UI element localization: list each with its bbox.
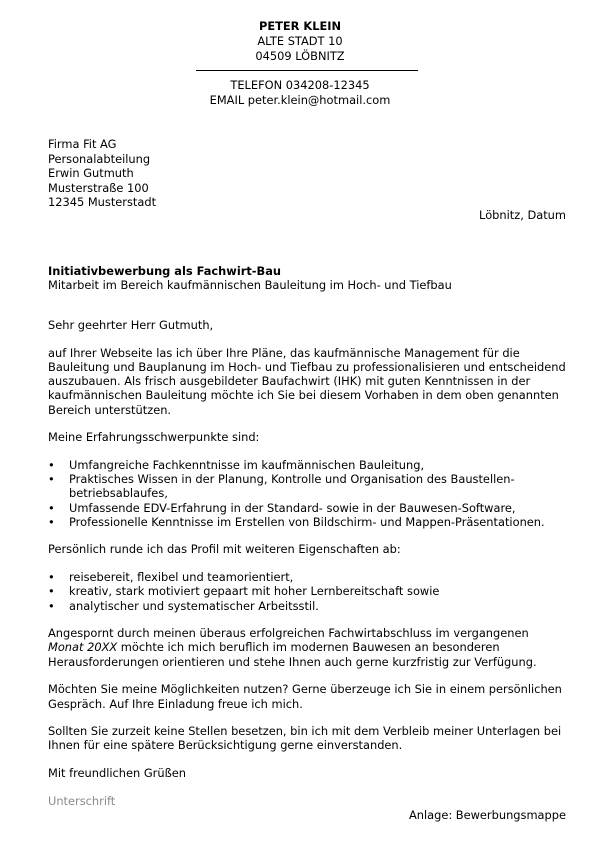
list-item: [48, 458, 570, 472]
recipient-department: Personalabteilung: [48, 151, 151, 166]
interview-paragraph: Möchten Sie meine Möglichkeiten nutzen? Gerne überzeuge ich Sie in einem persönlichen Gespräch. Auf Ihre Einladung freue ich mich.: [48, 682, 562, 711]
list-item-text: Professionelle Kenntnisse im Erstellen von Bildschirm- und Mappen-Präsentationen.: [69, 514, 545, 529]
list-item: [48, 570, 570, 584]
salutation: Sehr geehrter Herr Gutmuth,: [48, 318, 214, 332]
list-item-text: reisebereit, flexibel und teamorientiert,: [69, 570, 294, 585]
list-item: [48, 472, 570, 500]
list-item-text: Umfangreiche Fachkenntnisse im kaufmännischen Bauleitung,: [69, 457, 425, 472]
list-item: [48, 599, 570, 613]
sender-street: ALTE STADT 10: [257, 34, 343, 48]
recipient-street: Musterstraße 100: [48, 180, 149, 195]
letter-body: [48, 318, 570, 822]
list-item-text: Praktisches Wissen in der Planung, Kontrolle und Organisation des Baustellen-betriebsablaufes,: [69, 472, 515, 501]
sender-phone: TELEFON 034208-12345: [230, 78, 370, 92]
recipient-company: Firma Fit AG: [48, 137, 117, 151]
closing: Mit freundlichen Grüßen: [48, 766, 186, 781]
enclosure-note: Anlage: Bewerbungsmappe: [408, 808, 566, 822]
recipient-person: Erwin Gutmuth: [48, 166, 134, 181]
list-item: [48, 501, 570, 515]
focus-list: [48, 458, 570, 529]
recipient-city: 12345 Musterstadt: [48, 195, 157, 210]
focus-heading: Meine Erfahrungsschwerpunkte sind:: [48, 430, 260, 445]
list-item-text: kreativ, stark motiviert gepaart mit hoher Lernbereitschaft sowie: [69, 584, 440, 599]
motivation-emphasis: Monat 20XX: [48, 640, 118, 655]
signature-placeholder: Unterschrift: [48, 793, 116, 808]
recipient-address: [48, 137, 156, 210]
profile-heading: Persönlich runde ich das Profil mit weiteren Eigenschaften ab:: [48, 542, 401, 557]
sender-name: PETER KLEIN: [258, 19, 342, 33]
bullet-icon: •: [48, 584, 55, 599]
list-item-text: Umfassende EDV-Erfahrung in der Standard- sowie in der Bauwesen-Software,: [69, 500, 516, 515]
subject-block: [48, 264, 452, 292]
bullet-icon: •: [48, 457, 55, 472]
bullet-icon: •: [48, 570, 55, 585]
intro-paragraph: auf Ihrer Webseite las ich über Ihre Pläne, das kaufmännische Management für die Bauleitung und Bauplanung im Hoch- und Tiefbau zu professionalisieren und entscheidend auszubauen. Als frisch ausgebildeter Baufachwirt (IHK) mit guten Kenntnissen in der kaufmännischen Bauleitung möchte ich Sie bei diesem Vorhaben in dem oben genannten Bereich unterstützen.: [48, 345, 566, 417]
sender-header: [0, 19, 600, 64]
motivation-lead: Angespornt durch meinen überaus erfolgreichen Fachwirtabschluss im vergangenen: [48, 626, 529, 641]
sender-email: EMAIL peter.klein@hotmail.com: [209, 93, 391, 107]
list-item-text: analytischer und systematischer Arbeitsstil.: [69, 598, 319, 613]
header-divider: [196, 70, 418, 71]
bullet-icon: •: [48, 472, 55, 487]
subject-title: Initiativbewerbung als Fachwirt-Bau: [48, 264, 281, 278]
motivation-paragraph: [48, 626, 570, 669]
bullet-icon: •: [48, 514, 55, 529]
bullet-icon: •: [48, 598, 55, 613]
sender-city: 04509 LÖBNITZ: [255, 49, 345, 63]
documents-paragraph: Sollten Sie zurzeit keine Stellen besetzen, bin ich mit dem Verbleib meiner Unterlagen bei Ihnen für eine spätere Berücksichtigung gerne einverstanden.: [48, 724, 562, 753]
bullet-icon: •: [48, 500, 55, 515]
subject-subtitle: Mitarbeit im Bereich kaufmännischen Bauleitung im Hoch- und Tiefbau: [48, 278, 452, 292]
list-item: [48, 584, 570, 598]
motivation-rest: möchte ich mich beruflich im modernen Bauwesen an besonderen Herausforderungen orientieren und stehe Ihnen auch gerne kurzfristig zur Verfügung.: [48, 640, 537, 669]
sender-contact: [0, 78, 600, 108]
letter-date: Löbnitz, Datum: [479, 208, 566, 222]
list-item: [48, 515, 570, 529]
profile-list: [48, 570, 570, 613]
